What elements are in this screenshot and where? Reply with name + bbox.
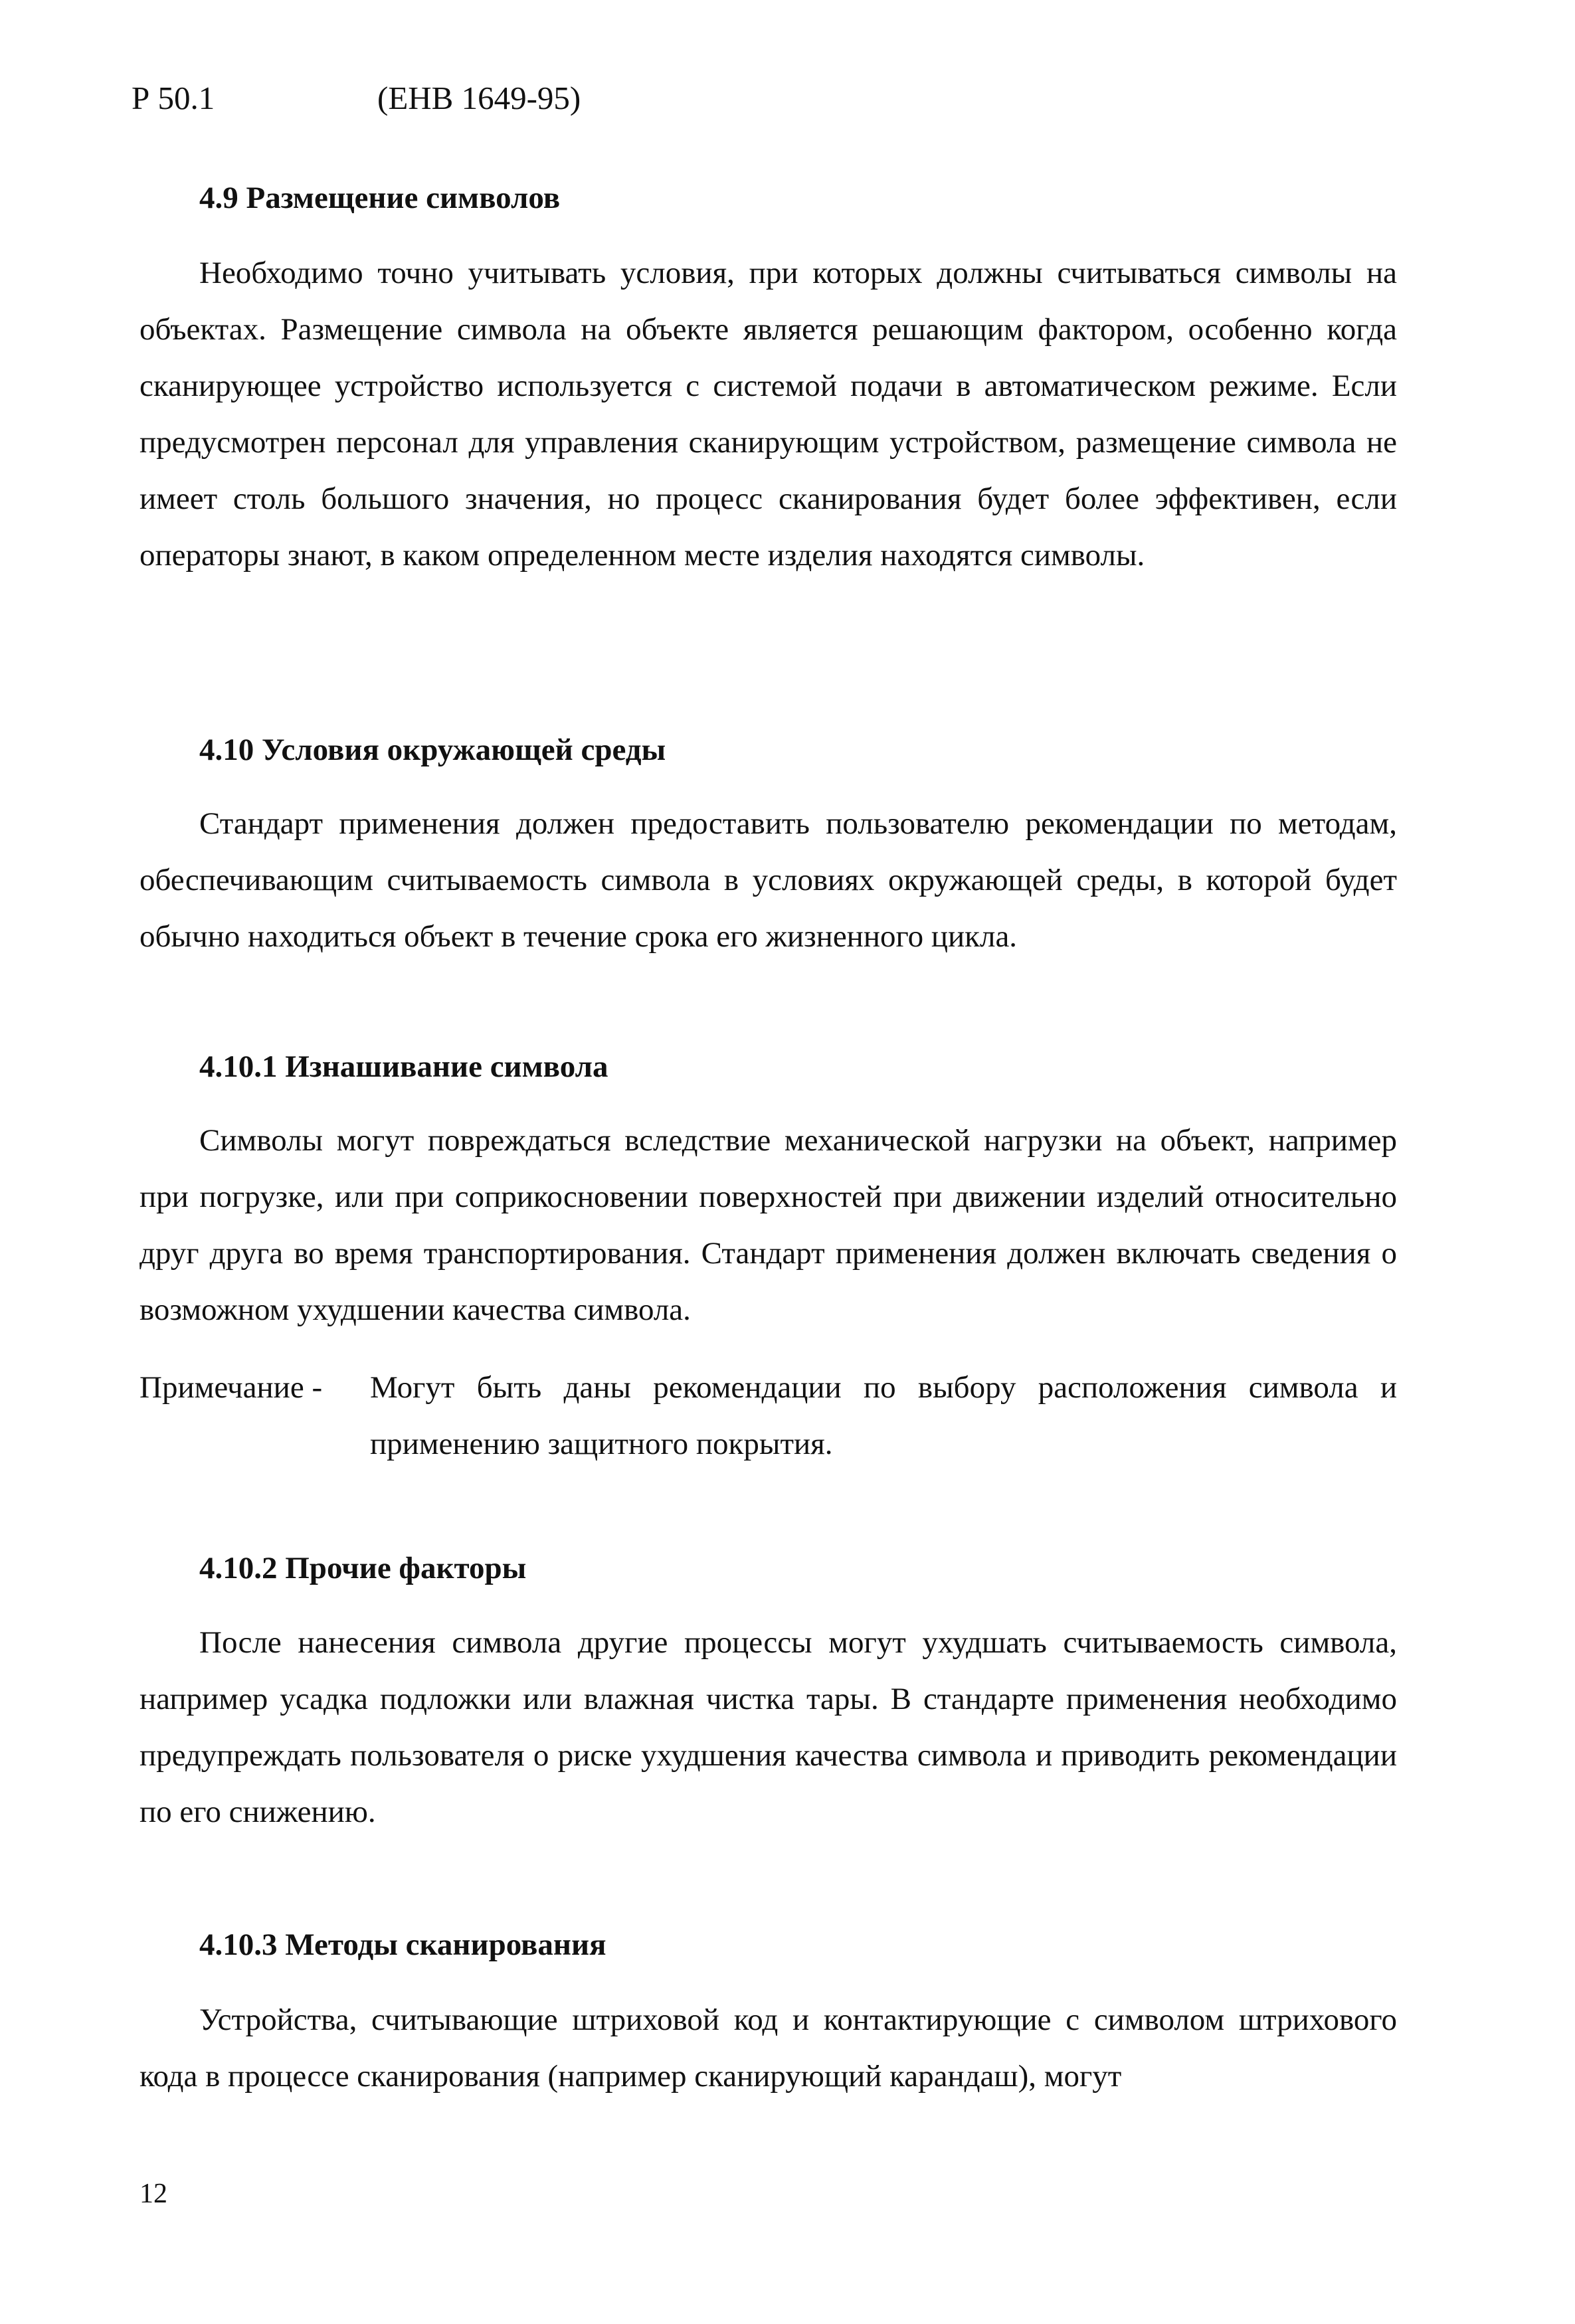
section-heading-4-10-3: 4.10.3 Методы сканирования (199, 1927, 606, 1962)
note-label: Примечание - (139, 1370, 323, 1405)
section-text-4-9: Необходимо точно учитывать условия, при которых должны считываться символы на объектах. Размещение символа на объекте является решающим фактором, особенно когда сканирующее устройство используется с системой подачи в автоматическом режиме. Если предусмотрен персонал для управления сканирующим устройством, размещение символа не имеет столь большого значения, но процесс сканирования будет более эффективен, если операторы знают, в каком определенном месте изделия находятся символы. (139, 256, 1397, 573)
section-heading-4-10: 4.10 Условия окружающей среды (199, 733, 666, 767)
page-number: 12 (139, 2179, 167, 2209)
section-text-4-10-1: Символы могут повреждаться вследствие механической нагрузки на объект, например при погрузке, или при соприкосновении поверхностей при движении изделий относительно друг друга во время транспортирования. Стандарт применения должен включать сведения о возможном ухудшении качества символа. (139, 1123, 1397, 1327)
note-text: Могут быть даны рекомендации по выбору расположения символа и применению защитного покрытия. (370, 1370, 1397, 1461)
standard-reference: (ЕНВ 1649-95) (377, 80, 581, 116)
section-heading-4-10-2: 4.10.2 Прочие факторы (199, 1551, 527, 1585)
section-text-4-10-3: Устройства, считывающие штриховой код и контактирующие с символом штрихового кода в процессе сканирования (например сканирующий карандаш), могут (139, 2003, 1397, 2094)
section-text-4-10: Стандарт применения должен предоставить пользователю рекомендации по методам, обеспечивающим считываемость символа в условиях окружающей среды, в которой будет обычно находиться объект в течение срока его жизненного цикла. (139, 806, 1397, 954)
document-code: Р 50.1 (132, 80, 215, 116)
section-heading-4-9: 4.9 Размещение символов (199, 181, 561, 215)
section-heading-4-10-1: 4.10.1 Изнашивание символа (199, 1049, 608, 1084)
section-text-4-10-2: После нанесения символа другие процессы могут ухудшать считываемость символа, например усадка подложки или влажная чистка тары. В стандарте применения необходимо предупреждать пользователя о риске ухудшения качества символа и приводить рекомендации по его снижению. (139, 1625, 1397, 1829)
